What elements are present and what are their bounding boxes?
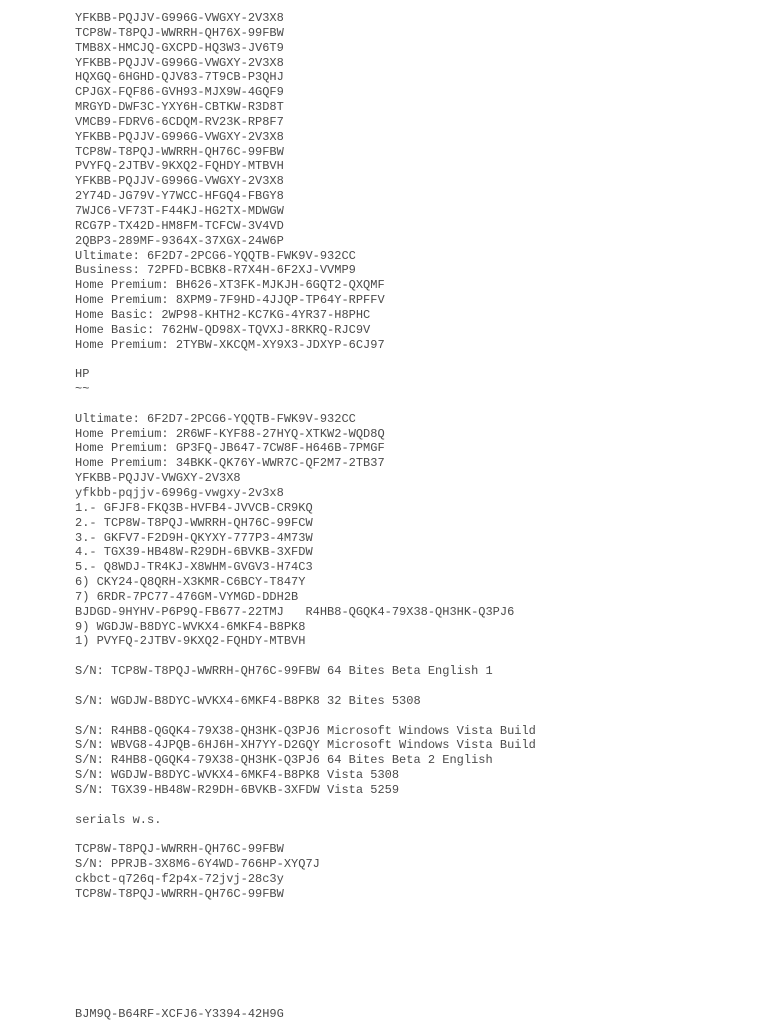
text-line xyxy=(75,352,536,367)
text-line xyxy=(75,679,536,694)
text-line: YFKBB-PQJJV-VWGXY-2V3X8 xyxy=(75,471,241,486)
text-line xyxy=(75,397,536,412)
footer-serial-line: BJM9Q-B64RF-XCFJ6-Y3394-42H9G xyxy=(75,1007,284,1021)
text-line: Home Premium: GP3FQ-JB647-7CW8F-H646B-7PMGF xyxy=(75,441,385,456)
text-line: Ultimate: 6F2D7-2PCG6-YQQTB-FWK9V-932CC xyxy=(75,411,356,426)
text-line: ckbct-q726q-f2p4x-72jvj-28c3y xyxy=(75,871,284,886)
text-line: yfkbb-pqjjv-6996g-vwgxy-2v3x8 xyxy=(75,486,284,500)
text-line: Home Basic: 762HW-QD98X-TQVXJ-8RKRQ-RJC9V xyxy=(75,322,371,337)
text-line: YFKBB-PQJJV-G996G-VWGXY-2V3X8 xyxy=(75,11,284,25)
text-line: 6) CKY24-Q8QRH-X3KMR-C6BCY-T847Y xyxy=(75,575,306,590)
text-line: TMB8X-HMCJQ-GXCPD-HQ3W3-JV6T9 xyxy=(75,40,284,55)
serial-list xyxy=(75,11,536,902)
text-line: TCP8W-T8PQJ-WWRRH-QH76C-99FBW xyxy=(75,144,284,159)
text-line: 7WJC6-VF73T-F44KJ-HG2TX-MDWGW xyxy=(75,203,284,218)
text-line: 1) PVYFQ-2JTBV-9KXQ2-FQHDY-MTBVH xyxy=(75,634,306,649)
text-line: 7) 6RDR-7PC77-476GM-VYMGD-DDH2B xyxy=(75,589,299,604)
text-line: 2QBP3-289MF-9364X-37XGX-24W6P xyxy=(75,233,284,248)
text-line: Home Premium: 8XPM9-7F9HD-4JJQP-TP64Y-RPFFV xyxy=(75,293,385,308)
text-line: TCP8W-T8PQJ-WWRRH-QH76C-99FBW xyxy=(75,842,284,857)
text-line: CPJGX-FQF86-GVH93-MJX9W-4GQF9 xyxy=(75,85,284,100)
text-line: 4.- TGX39-HB48W-R29DH-6BVKB-3XFDW xyxy=(75,545,313,560)
text-line xyxy=(75,649,536,664)
text-line: YFKBB-PQJJV-G996G-VWGXY-2V3X8 xyxy=(75,129,284,144)
text-line: TCP8W-T8PQJ-WWRRH-QH76X-99FBW xyxy=(75,25,284,40)
text-line: 5.- Q8WDJ-TR4KJ-X8WHM-GVGV3-H74C3 xyxy=(75,560,313,575)
text-line: S/N: TCP8W-T8PQJ-WWRRH-QH76C-99FBW 64 Bites Beta English 1 xyxy=(75,664,493,679)
text-line: RCG7P-TX42D-HM8FM-TCFCW-3V4VD xyxy=(75,218,284,233)
text-line xyxy=(75,798,536,813)
text-line: VMCB9-FDRV6-6CDQM-RV23K-RP8F7 xyxy=(75,114,284,129)
text-line: Home Basic: 2WP98-KHTH2-KC7KG-4YR37-H8PHC xyxy=(75,307,371,322)
text-line: S/N: WGDJW-B8DYC-WVKX4-6MKF4-B8PK8 32 Bites 5308 xyxy=(75,693,421,708)
text-line: HP xyxy=(75,367,90,382)
text-line: Home Premium: 34BKK-QK76Y-WWR7C-QF2M7-2TB37 xyxy=(75,456,385,471)
text-line: 2Y74D-JG79V-Y7WCC-HFGQ4-FBGY8 xyxy=(75,189,284,204)
text-line: 1.- GFJF8-FKQ3B-HVFB4-JVVCB-CR9KQ xyxy=(75,500,313,515)
text-line: S/N: R4HB8-QGQK4-79X38-QH3HK-Q3PJ6 Microsoft Windows Vista Build xyxy=(75,723,536,738)
text-line: S/N: PPRJB-3X8M6-6Y4WD-766HP-XYQ7J xyxy=(75,857,320,872)
text-line: 9) WGDJW-B8DYC-WVKX4-6MKF4-B8PK8 xyxy=(75,619,306,634)
text-line: TCP8W-T8PQJ-WWRRH-QH76C-99FBW xyxy=(75,886,284,901)
text-line: BJDGD-9HYHV-P6P9Q-FB677-22TMJ R4HB8-QGQK4-79X38-QH3HK-Q3PJ6 xyxy=(75,604,515,619)
text-line: 2.- TCP8W-T8PQJ-WWRRH-QH76C-99FCW xyxy=(75,515,313,530)
text-line: MRGYD-DWF3C-YXY6H-CBTKW-R3D8T xyxy=(75,100,284,115)
text-line: S/N: WBVG8-4JPQB-6HJ6H-XH7YY-D2GQY Microsoft Windows Vista Build xyxy=(75,738,536,753)
text-line: Ultimate: 6F2D7-2PCG6-YQQTB-FWK9V-932CC xyxy=(75,248,356,263)
text-line xyxy=(75,827,536,842)
text-line: Home Premium: 2TYBW-XKCQM-XY9X3-JDXYP-6CJ97 xyxy=(75,337,385,352)
text-line: YFKBB-PQJJV-G996G-VWGXY-2V3X8 xyxy=(75,55,284,70)
text-line: 3.- GKFV7-F2D9H-QKYXY-777P3-4M73W xyxy=(75,530,313,545)
text-line: S/N: R4HB8-QGQK4-79X38-QH3HK-Q3PJ6 64 Bites Beta 2 English xyxy=(75,753,493,768)
text-line: Home Premium: BH626-XT3FK-MJKJH-6GQT2-QXQMF xyxy=(75,278,385,293)
text-line: PVYFQ-2JTBV-9KXQ2-FQHDY-MTBVH xyxy=(75,159,284,174)
text-line: S/N: TGX39-HB48W-R29DH-6BVKB-3XFDW Vista 5259 xyxy=(75,782,400,797)
text-line: YFKBB-PQJJV-G996G-VWGXY-2V3X8 xyxy=(75,174,284,189)
text-line: ~~ xyxy=(75,382,90,397)
text-line xyxy=(75,709,536,724)
text-line: serials w.s. xyxy=(75,812,162,827)
text-line: Home Premium: 2R6WF-KYF88-27HYQ-XTKW2-WQD8Q xyxy=(75,426,385,441)
text-line: S/N: WGDJW-B8DYC-WVKX4-6MKF4-B8PK8 Vista 5308 xyxy=(75,768,400,783)
text-line: Business: 72PFD-BCBK8-R7X4H-6F2XJ-VVMP9 xyxy=(75,263,356,278)
text-line: HQXGQ-6HGHD-QJV83-7T9CB-P3QHJ xyxy=(75,70,284,85)
